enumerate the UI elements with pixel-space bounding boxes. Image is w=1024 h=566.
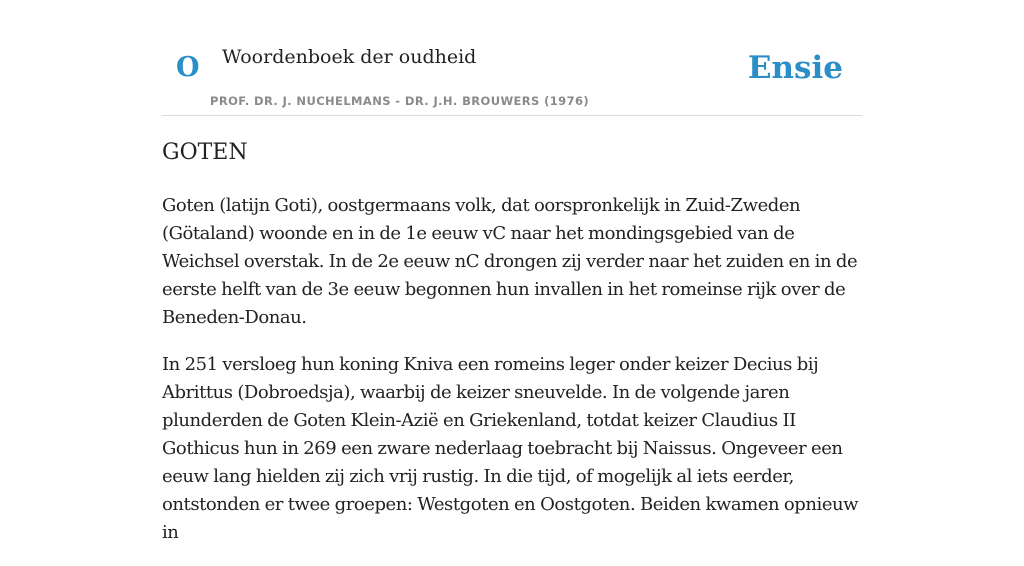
book-authors: PROF. DR. J. NUCHELMANS - DR. J.H. BROUWERS (1976) [210,94,590,108]
ensie-logo-link[interactable]: Ensie [747,50,843,86]
page [162,0,862,543]
entry-title: GOTEN [162,140,248,165]
book-letter-icon: O [176,52,200,83]
entry-paragraph: In 251 versloeg hun koning Kniva een romeins leger onder keizer Decius bij Abrittus (Dobroedsja), waarbij de keizer sneuvelde. In de volgende jaren plunderden de Goten Klein-Azië en Griekenland, totdat keizer Claudius II Gothicus hun in 269 een zware nederlaag toebracht bij Naissus. Ongeveer een eeuw lang hielden zij zich vrij rustig. In die tijd, of mogelijk al iets eerder, ontstonden er twee groepen: Westgoten en Oostgoten. Beiden kwamen opnieuw in [162,354,859,543]
entry-content [162,192,862,566]
book-header [162,0,862,116]
book-title-link[interactable]: Woordenboek der oudheid [222,46,477,68]
entry-paragraph: Goten (latijn Goti), oostgermaans volk, dat oorspronkelijk in Zuid-Zweden (Götaland) woonde en in de 1e eeuw vC naar het mondingsgebied van de Weichsel overstak. In de 2e eeuw nC drongen zij verder naar het zuiden en in de eerste helft van de 3e eeuw begonnen hun invallen in het romeinse rijk over de Beneden-Donau. [162,195,858,328]
